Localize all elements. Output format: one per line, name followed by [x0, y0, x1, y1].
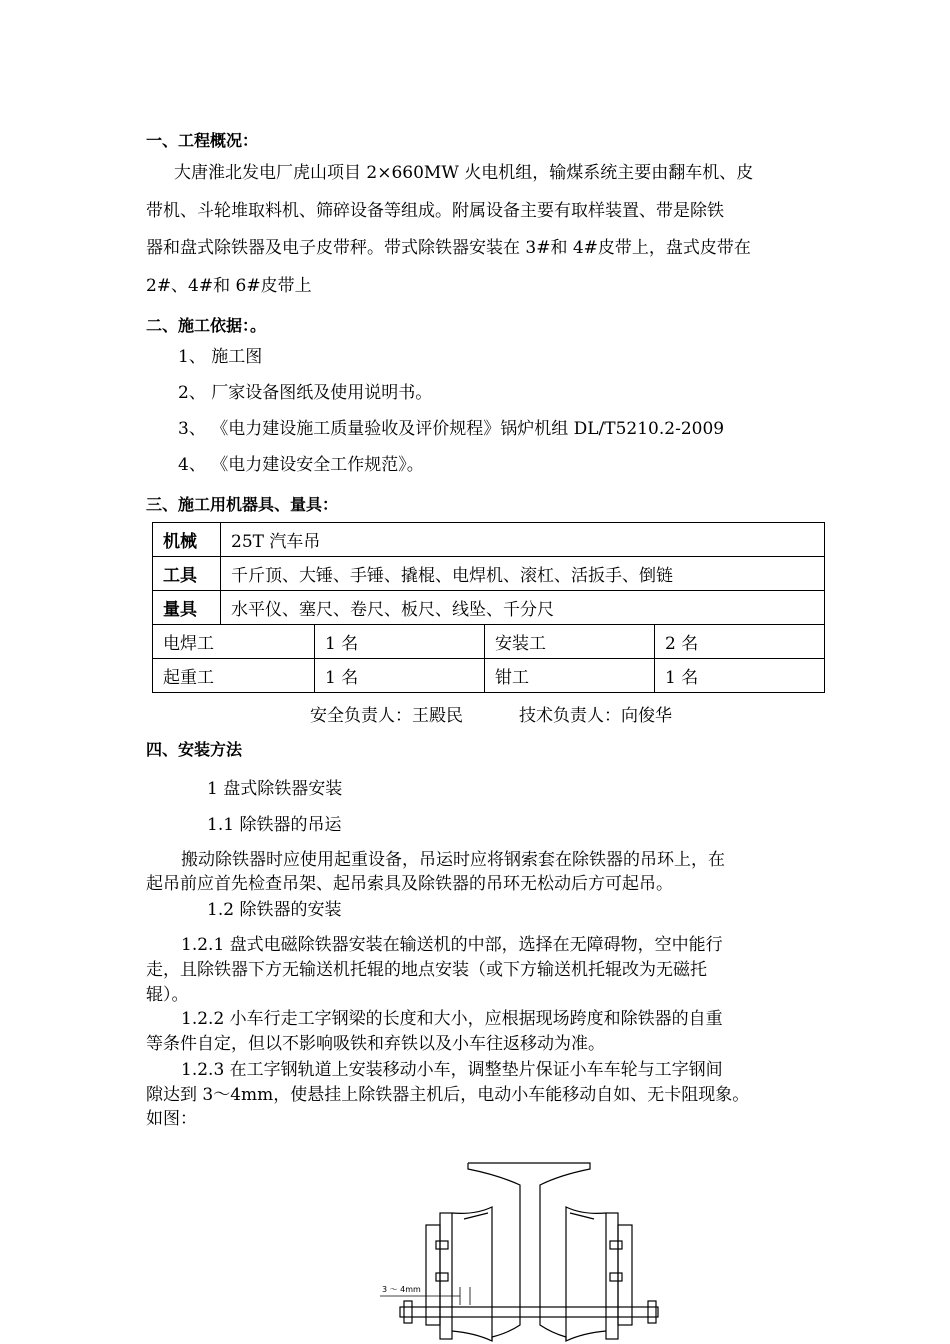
gap-dimension-label: 3 ～ 4mm — [382, 1285, 421, 1294]
section-2-title: 二、施工依据：。 — [146, 316, 267, 335]
paragraph-line: 辊）。 — [146, 985, 189, 1005]
subheading: 1.2 除铁器的安装 — [207, 900, 342, 920]
paragraph-line: 1.2.2 小车行走工字钢梁的长度和大小，应根据现场跨度和除铁器的自重 — [181, 1009, 723, 1029]
paragraph-line: 走，且除铁器下方无输送机托辊的地点安装（或下方输送机托辊改为无磁托 — [146, 960, 707, 980]
ibeam-left-contour — [468, 1163, 520, 1341]
paragraph-line: 2#、4#和 6#皮带上 — [146, 276, 312, 296]
paragraph-line: 起吊前应首先检查吊架、起吊索具及除铁器的吊环无松动后方可起吊。 — [146, 874, 673, 894]
table-cell: 安装工 — [485, 625, 655, 659]
right-frame-plate — [618, 1225, 632, 1325]
basis-item: 4、 《电力建设安全工作规范》。 — [178, 455, 424, 475]
section-4-title: 四、安装方法 — [146, 740, 243, 759]
bolt-icon — [436, 1241, 448, 1249]
bolt-icon — [436, 1273, 448, 1281]
table-cell-label: 工具 — [153, 557, 221, 591]
equipment-table — [152, 522, 825, 693]
table-cell: 钳工 — [485, 659, 655, 693]
paragraph-line: 如图： — [146, 1109, 197, 1129]
paragraph-line: 搬动除铁器时应使用起重设备，吊运时应将钢索套在除铁器的吊环上，在 — [181, 850, 725, 870]
table-cell: 千斤顶、大锤、手锤、撬棍、电焊机、滚杠、活扳手、倒链 — [221, 557, 825, 591]
table-row — [153, 557, 825, 591]
bolt-icon — [610, 1273, 622, 1281]
table-row — [153, 625, 825, 659]
subheading: 1 盘式除铁器安装 — [207, 779, 343, 799]
table-cell-label: 量具 — [153, 591, 221, 625]
table-cell: 起重工 — [153, 659, 315, 693]
paragraph-line: 大唐淮北发电厂虎山项目 2×660MW 火电机组，输煤系统主要由翻车机、皮 — [174, 163, 754, 183]
paragraph-line: 器和盘式除铁器及电子皮带秤。带式除铁器安装在 3#和 4#皮带上，盘式皮带在 — [146, 238, 751, 258]
table-cell: 1 名 — [315, 659, 485, 693]
table-cell: 电焊工 — [153, 625, 315, 659]
paragraph-line: 1.2.1 盘式电磁除铁器安装在输送机的中部，选择在无障碍物，空中能行 — [181, 935, 723, 955]
tech-responsible: 技术负责人：向俊华 — [519, 706, 672, 726]
bolt-icon — [610, 1241, 622, 1249]
right-wheel-hub — [606, 1213, 618, 1339]
left-wheel — [452, 1207, 492, 1341]
section-3-title: 三、施工用机器具、量具： — [146, 495, 339, 514]
table-cell-label: 机械 — [153, 523, 221, 557]
axle — [400, 1307, 658, 1317]
basis-item: 1、 施工图 — [178, 347, 263, 367]
table-row — [153, 523, 825, 557]
section-1-title: 一、工程概况： — [146, 131, 259, 150]
ibeam-trolley-diagram — [380, 1155, 660, 1344]
table-cell: 25T 汽车吊 — [221, 523, 825, 557]
left-frame-plate — [426, 1225, 440, 1325]
table-cell: 1 名 — [315, 625, 485, 659]
safety-responsible: 安全负责人：王殿民 — [310, 706, 463, 726]
table-cell: 2 名 — [655, 625, 825, 659]
paragraph-line: 隙达到 3～4mm，使悬挂上除铁器主机后，电动小车能移动自如、无卡阻现象。 — [146, 1085, 750, 1105]
left-wheel-hub — [440, 1213, 452, 1339]
table-row — [153, 659, 825, 693]
basis-item: 3、 《电力建设施工质量验收及评价规程》锅炉机组 DL/T5210.2-2009 — [178, 419, 725, 439]
basis-item: 2、 厂家设备图纸及使用说明书。 — [178, 383, 433, 403]
paragraph-line: 等条件自定，但以不影响吸铁和弃铁以及小车往返移动为准。 — [146, 1034, 605, 1054]
table-cell: 1 名 — [655, 659, 825, 693]
table-cell: 水平仪、塞尺、卷尺、板尺、线坠、千分尺 — [221, 591, 825, 625]
ibeam-right-contour — [468, 1163, 590, 1341]
table-row — [153, 591, 825, 625]
subheading: 1.1 除铁器的吊运 — [207, 815, 342, 835]
paragraph-line: 带机、斗轮堆取料机、筛碎设备等组成。附属设备主要有取样装置、带是除铁 — [146, 201, 724, 221]
right-wheel — [566, 1207, 606, 1341]
paragraph-line: 1.2.3 在工字钢轨道上安装移动小车，调整垫片保证小车车轮与工字钢间 — [181, 1060, 723, 1080]
